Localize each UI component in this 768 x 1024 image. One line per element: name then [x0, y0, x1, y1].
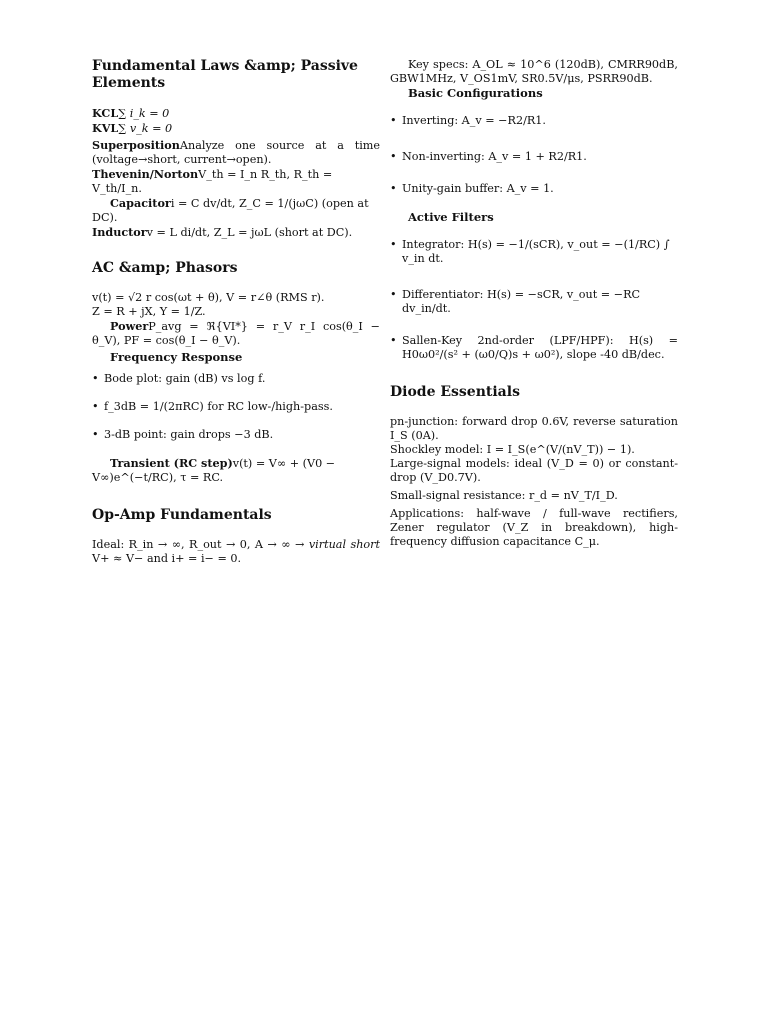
kvl-line: [92, 121, 380, 136]
kcl-label: KCL: [92, 106, 119, 120]
section-title-ac-phasors: AC &amp; Phasors: [92, 260, 238, 276]
frequency-response-list: [92, 372, 380, 442]
subsection-basic-configurations: Basic Configurations: [408, 86, 543, 100]
kcl-line: [92, 106, 380, 121]
diode-small-signal: Small-signal resistance: r_d = nV_T/I_D.: [390, 489, 618, 502]
thevenin-line: [92, 167, 380, 196]
inductor-text: v = L di/dt, Z_L = jωL (short at DC).: [146, 226, 353, 239]
basic-configurations-list: [390, 114, 678, 196]
virtual-short-text: virtual short: [308, 538, 380, 551]
superposition-line: [92, 138, 380, 167]
inductor-line: [92, 225, 380, 240]
list-item: • Sallen-Key 2nd-order (LPF/HPF): H(s) = H0ω0²/(s² + (ω0/Q)s + ω0²), slope -40 dB/dec.: [390, 334, 678, 362]
active-filters-list: [390, 238, 678, 362]
list-item: • Integrator: H(s) = −1/(sCR), v_out = −(1/RC) ∫ v_in dt.: [390, 238, 678, 266]
transient-text: v(t) = V∞ + (V0 − V∞)e^(−t/RC), τ = RC.: [92, 457, 336, 484]
power-text: P_avg = ℜ{VI*} = r_V r_I cos(θ_I − θ_V), PF = cos(θ_I − θ_V).: [92, 320, 380, 347]
list-item: • Non-inverting: A_v = 1 + R2/R1.: [390, 150, 678, 164]
transient-line: [92, 456, 380, 485]
section-title-fundamental-laws: Fundamental Laws &amp; Passive Elements: [92, 58, 358, 91]
diode-applications: Applications: half-wave / full-wave rectifiers, Zener regulator (V_Z in breakdown), high-frequency diffusion capacitance C_μ.: [390, 507, 678, 548]
right-column: [390, 58, 678, 549]
section-title-op-amp: Op-Amp Fundamentals: [92, 507, 272, 523]
inductor-label: Inductor: [92, 225, 147, 239]
list-item: • Differentiator: H(s) = −sCR, v_out = −RC dv_in/dt.: [390, 288, 678, 316]
power-label: Power: [110, 319, 149, 333]
list-item: • f_3dB = 1/(2πRC) for RC low-/high-pass.: [92, 400, 380, 414]
key-specs-line: Key specs: A_OL ≈ 10^6 (120dB), CMRR90dB, GBW1MHz, V_OS1mV, SR0.5V/μs, PSRR90dB.: [390, 58, 678, 85]
op-amp-ideal-text: Ideal: R_in → ∞, R_out → 0, A → ∞ →: [92, 538, 305, 551]
diode-pn-junction: pn-junction: forward drop 0.6V, reverse saturation I_S (0A).: [390, 415, 678, 442]
capacitor-line: [92, 196, 380, 225]
thevenin-text: V_th = I_n R_th, R_th = V_th/I_n.: [92, 168, 333, 195]
transient-label: Transient (RC step): [110, 456, 233, 470]
list-item: • 3-dB point: gain drops −3 dB.: [92, 428, 380, 442]
list-item: • Unity-gain buffer: A_v = 1.: [390, 182, 678, 196]
kvl-label: KVL: [92, 121, 119, 135]
diode-large-signal: Large-signal models: ideal (V_D = 0) or constant-drop (V_D0.7V).: [390, 457, 678, 484]
left-column: [92, 58, 380, 566]
superposition-text: Analyze one source at a time (voltage→short, current→open).: [92, 139, 380, 166]
superposition-label: Superposition: [92, 138, 180, 152]
subsection-active-filters: Active Filters: [408, 210, 494, 224]
diode-shockley: Shockley model: I = I_S(e^(V/(nV_T)) − 1).: [390, 443, 635, 456]
op-amp-ideal-text-2: V+ ≈ V− and i+ = i− = 0.: [92, 552, 242, 565]
capacitor-label: Capacitor: [110, 196, 171, 210]
subsection-frequency-response: Frequency Response: [110, 350, 243, 364]
capacitor-text: i = C dv/dt, Z_C = 1/(jωC) (open at DC).: [92, 197, 369, 224]
section-title-diode-essentials: Diode Essentials: [390, 384, 520, 400]
kvl-equation: ∑ v_k = 0: [118, 122, 173, 135]
phasor-line-1: v(t) = √2 r cos(ωt + θ), V = r∠θ (RMS r).: [92, 291, 325, 304]
list-item: • Inverting: A_v = −R2/R1.: [390, 114, 678, 128]
power-line: [92, 319, 380, 348]
op-amp-ideal-line: [92, 538, 380, 566]
thevenin-label: Thevenin/Norton: [92, 167, 199, 181]
list-item: • Bode plot: gain (dB) vs log f.: [92, 372, 380, 386]
phasor-line-2: Z = R + jX, Y = 1/Z.: [92, 305, 206, 318]
kcl-equation: ∑ i_k = 0: [118, 107, 170, 120]
